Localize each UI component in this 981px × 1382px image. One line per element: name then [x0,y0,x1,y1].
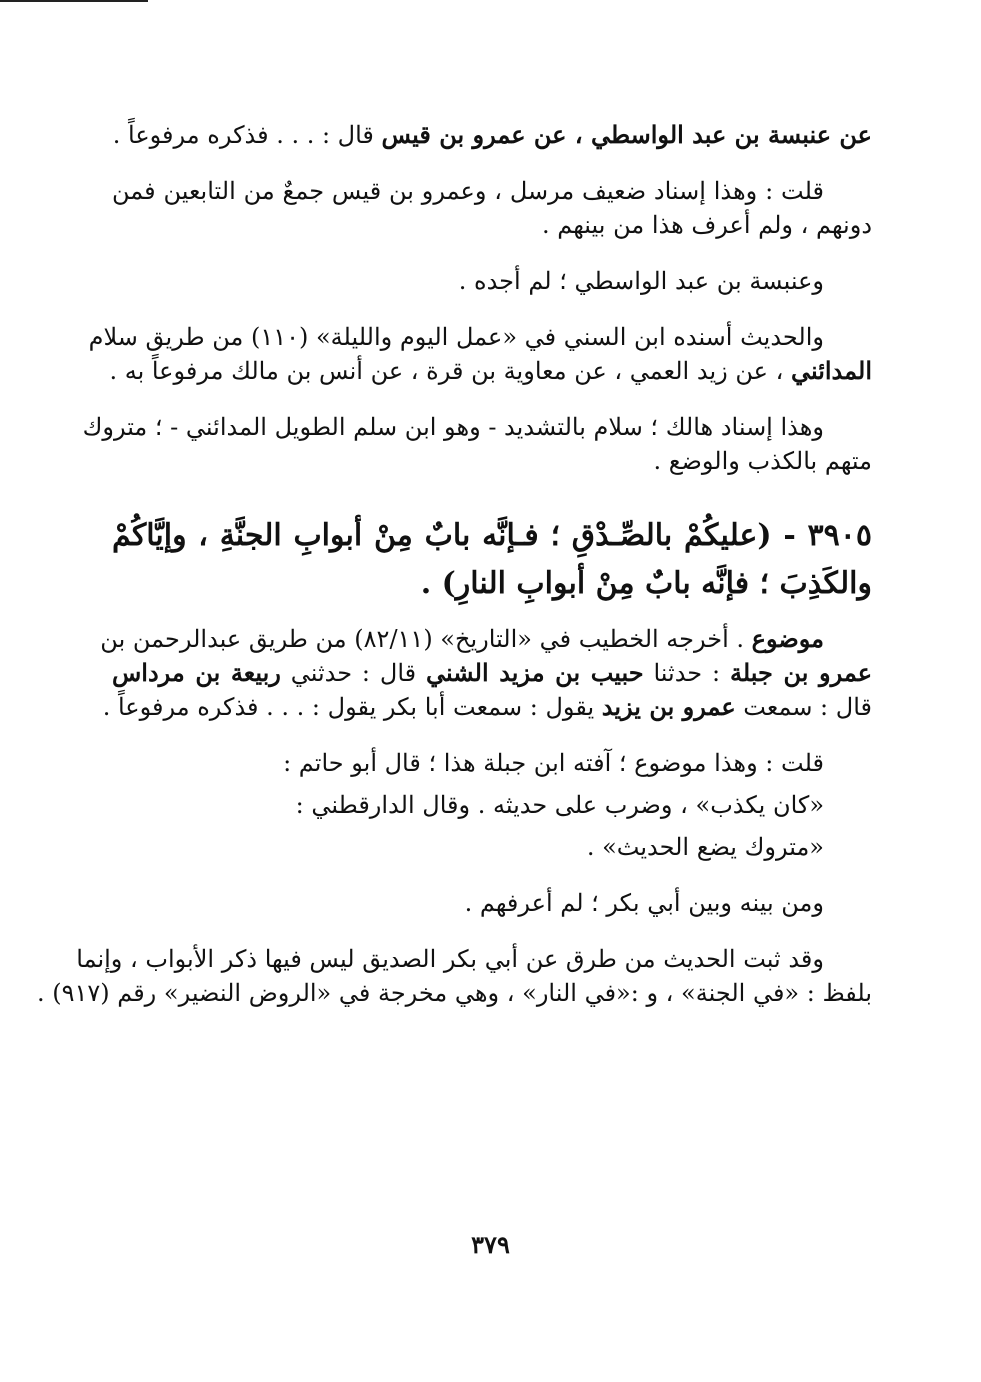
p1-line1 [112,118,872,152]
p7-line3: «متروك يضع الحديث» . [586,833,824,861]
p4-bold-name: المدائني [790,356,872,385]
p7-line1: قلت : وهذا موضوع ؛ آفته ابن جبلة هذا ؛ قال أبو حاتم : [283,749,824,777]
verdict-label: موضوع [751,624,824,653]
hadith-line2: والكَذِبَ ؛ فإنَّه بابٌ مِنْ أبوابِ النارِ) . [420,566,872,601]
p3-line1: وعنبسة بن عبد الواسطي ؛ لم أجده . [458,267,824,295]
p6-name-2: حبيب بن مزيد الشني [425,658,644,687]
narrator-chain: عن عنبسة بن عبد الواسطي ، عن عمرو بن قيس [381,120,872,149]
page-body [36,118,873,1010]
p9-line1: وقد ثبت الحديث من طرق عن أبي بكر الصديق ليس فيها ذكر الأبواب ، وإنما [76,945,824,973]
p6-name-4: عمرو بن يزيد [601,692,736,721]
p6-name-1: عمرو بن جبلة [729,658,873,687]
p5-line2: متهم بالكذب والوضع . [653,447,872,475]
p6-name-3: ربيعة بن مرداس [112,658,281,687]
p8-line1: ومن بينه وبين أبي بكر ؛ لم أعرفهم . [464,889,824,917]
p6-line1-text: . أخرجه الخطيب في «التاريخ» (٨٢/١١) من طريق عبدالرحمن بن [100,625,752,653]
p5-line1: وهذا إسناد هالك ؛ سلام بالتشديد - وهو ابن سلم الطويل المدائني - ؛ متروك [82,413,824,441]
p2-line2: دونهم ، ولم أعرف هذا من بينهم . [542,211,872,239]
p9-line2: بلفظ : «في الجنة» ، و :«في النار» ، وهي مخرجة في «الروض النضير» رقم (٩١٧) . [36,979,872,1007]
p4-line1: والحديث أسنده ابن السني في «عمل اليوم والليلة» (١١٠) من طريق سلام [88,323,824,351]
p6-line3-text-2: يقول : سمعت أبا بكر يقول : . . . فذكره مرفوعاً . [102,693,602,721]
p6-line2-text-2: قال : حدثني [280,659,426,687]
p7-line2: «كان يكذب» ، وضرب على حديثه . وقال الدارقطني : [295,791,824,819]
p4-line2-text: ، عن زيد العمي ، عن معاوية بن قرة ، عن أنس بن مالك مرفوعاً به . [109,357,791,385]
p4-line2 [109,354,872,388]
page-number: ٣٧٩ [471,1230,510,1259]
p6-line1 [100,622,872,656]
top-rule [0,0,148,2]
p6-line3 [102,690,872,724]
p1-line1-text: قال : . . . فذكره مرفوعاً . [112,121,382,149]
p6-line2-text-1: : حدثنا [643,659,730,687]
hadith-block [112,512,872,608]
hadith-line1: ٣٩٠٥ - (عليكُمْ بالصِّـدْقِ ؛ فـإنَّه بابٌ مِنْ أبوابِ الجنَّةِ ، وإيَّاكُمْ [112,518,872,553]
p2-line1: قلت : وهذا إسناد ضعيف مرسل ، وعمرو بن قيس جمعٌ من التابعين فمن [112,177,824,205]
p6-line2 [112,656,872,690]
p6-line3-text-1: قال : سمعت [735,693,872,721]
